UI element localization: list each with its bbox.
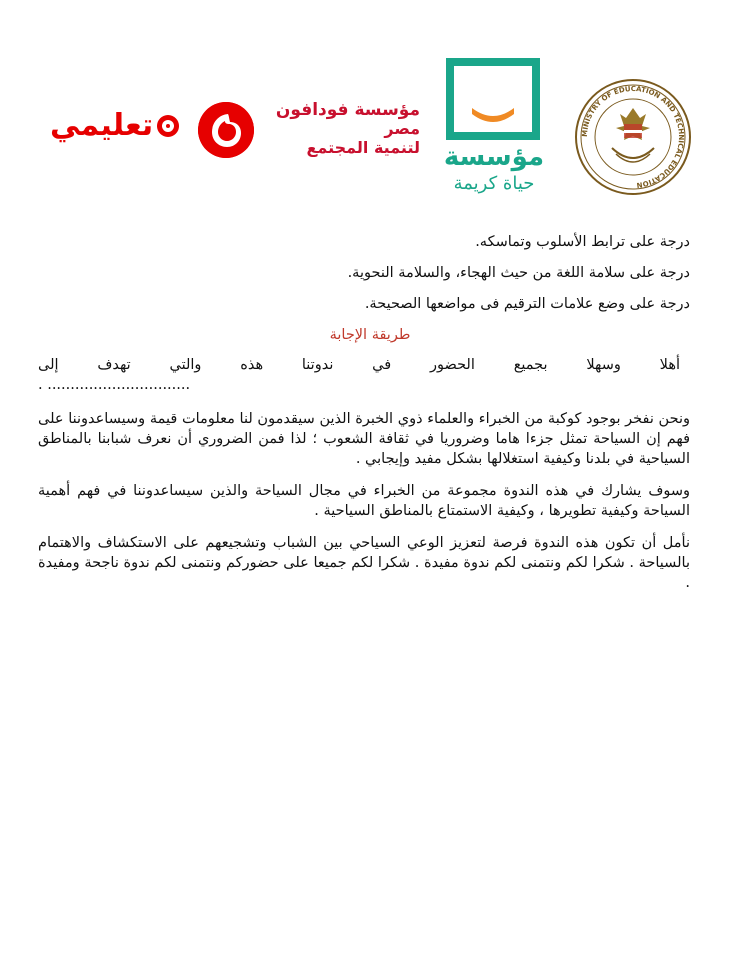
vodafone-foundation-line1: مؤسسة فودافون (275, 100, 420, 120)
answer-paragraph-1: ونحن نفخر بوجود كوكبة من الخبراء والعلماء ذوي الخبرة الذين سيقدمون لنا معلومات قيمة وسيساعدوننا على فهم إن السياحة تمثل جزءا هاما وضروريا في ثقافة الشعوب ؛ لذا فمن الضروري أن نعرف شبابنا بالمناطق السياحية في بلدنا وكيفية استغلالها بشكل مفيد وإيجابي . (38, 411, 690, 467)
criterion-2: درجة على سلامة اللغة من حيث الهجاء، والسلامة النحوية. (347, 265, 690, 281)
talimy-logo (50, 108, 179, 143)
criterion-1: درجة على ترابط الأسلوب وتماسكه. (475, 234, 690, 250)
answer-paragraph-3: نأمل أن تكون هذه الندوة فرصة لتعزيز الوعي السياحي بين الشباب وتشجيعهم على الاستكشاف والاهتمام بالسياحة . شكرا لكم ونتمنى لكم ندوة مفيدة . شكرا لكم جميعا على حضوركم ونتمنى لكم ندوة ناجحة ومفيدة . (38, 535, 690, 591)
hayah-karima-line1: مؤسسة (443, 142, 545, 172)
ministry-seal-logo (574, 78, 692, 196)
document-body (38, 232, 690, 605)
talimy-logo-text: تعليمي (50, 108, 154, 143)
header-logos (0, 0, 741, 210)
answer-method-title: طريقة الإجابة (329, 327, 411, 343)
vodafone-logo-icon (198, 102, 254, 158)
vodafone-foundation-line2: مصر (384, 119, 420, 138)
criterion-3: درجة على وضع علامات الترقيم فى مواضعها الصحيحة. (364, 296, 690, 312)
talimy-mark-icon (157, 115, 179, 137)
vodafone-foundation-line3: لتنمية المجتمع (306, 138, 420, 157)
vodafone-foundation-text (268, 100, 420, 158)
answer-dots: . ............................... (38, 377, 191, 393)
ministry-seal-text: MINISTRY OF EDUCATION AND TECHNICAL EDUCATION (580, 84, 686, 189)
answer-opening: أهلا وسهلا بجميع الحضور في ندوتنا هذه والتي تهدف إلى (38, 357, 680, 373)
answer-paragraph-2: وسوف يشارك في هذه الندوة مجموعة من الخبراء في مجال السياحة والذين سيساعدوننا في فهم أهمية السياحة وكيفية تطويرها ، وكيفية الاستمتاع بالمناطق السياحية . (38, 483, 690, 519)
hayah-karima-logo-icon (446, 58, 540, 140)
hayah-karima-line2: حياة كريمة (453, 173, 535, 194)
